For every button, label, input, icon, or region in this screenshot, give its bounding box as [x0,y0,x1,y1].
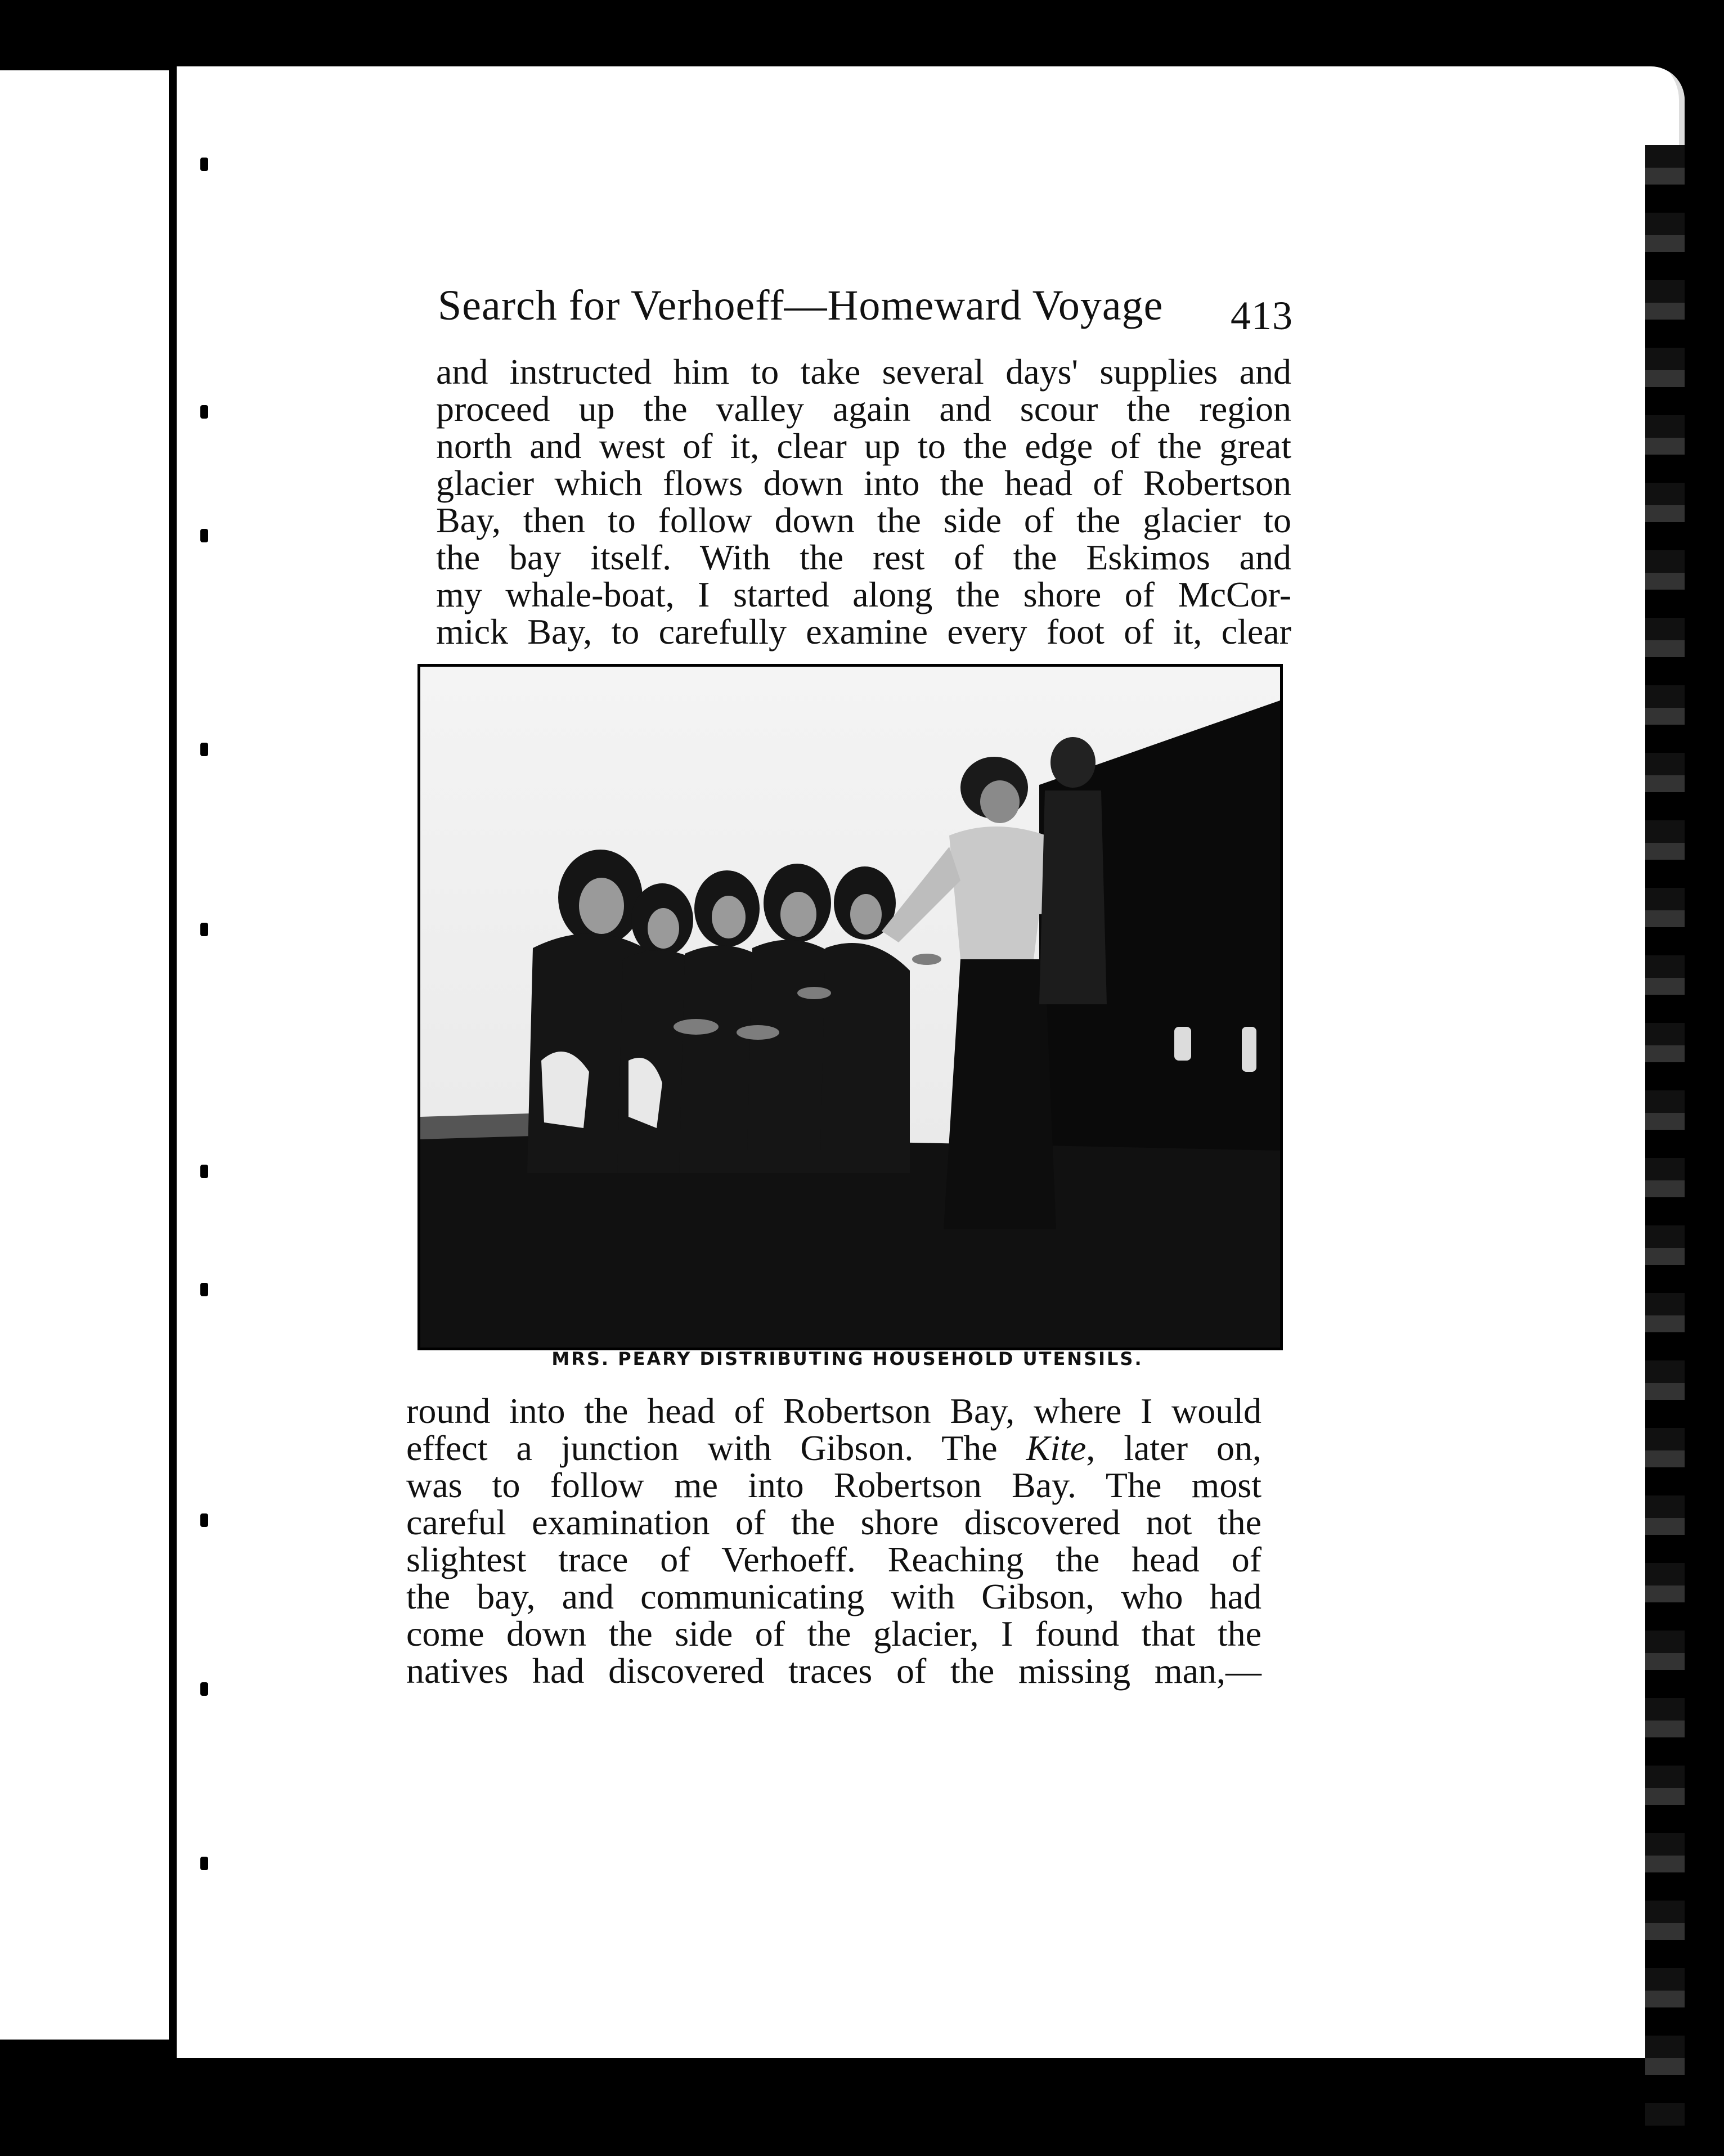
text-line: natives had discovered traces of the missing man,— [406,1651,1261,1691]
text-line [406,1430,1261,1467]
text-line: was to follow me into Robertson Bay. The most [406,1465,1261,1505]
text-line: come down the side of the glacier, I found that the [406,1614,1261,1654]
facing-page [0,70,172,2040]
text-line: proceed up the valley again and scour the region [436,389,1291,429]
text-line: and instructed him to take several days' supplies and [436,352,1291,392]
text-line: the bay, and communicating with Gibson, who had [406,1576,1261,1616]
page-edge-shadow [1645,145,1685,2126]
text-line: glacier which flows down into the head of Robertson [436,463,1291,503]
binding-gutter [196,79,213,1935]
photograph [417,664,1283,1350]
text-line: the bay itself. With the rest of the Eskimos and [436,537,1291,577]
text-line: north and west of it, clear up to the edge of the great [436,426,1291,466]
figure-caption: MRS. PEARY DISTRIBUTING HOUSEHOLD UTENSILS. [551,1348,1143,1369]
text-line: careful examination of the shore discovered not the [406,1502,1261,1542]
text-run: effect a junction with Gibson. The [406,1428,1026,1468]
text-line: Bay, then to follow down the side of the glacier to [436,500,1291,540]
paragraph-top [436,353,1291,650]
running-head [438,281,1293,338]
page-number: 413 [1231,293,1293,338]
ship-name: Kite [1026,1428,1087,1468]
text-line: mick Bay, to carefully examine every foot of it, clear [436,612,1291,652]
text-line: my whale-boat, I started along the shore of McCor- [436,574,1291,614]
chapter-title: Search for Verhoeff—Homeward Voyage [438,282,1164,329]
text-line: round into the head of Robertson Bay, where I would [406,1391,1261,1431]
text-line: slightest trace of Verhoeff. Reaching the head of [406,1539,1261,1579]
text-run: , later on, [1086,1428,1261,1468]
paragraph-bottom [406,1393,1261,1690]
photograph-image [420,667,1280,1348]
